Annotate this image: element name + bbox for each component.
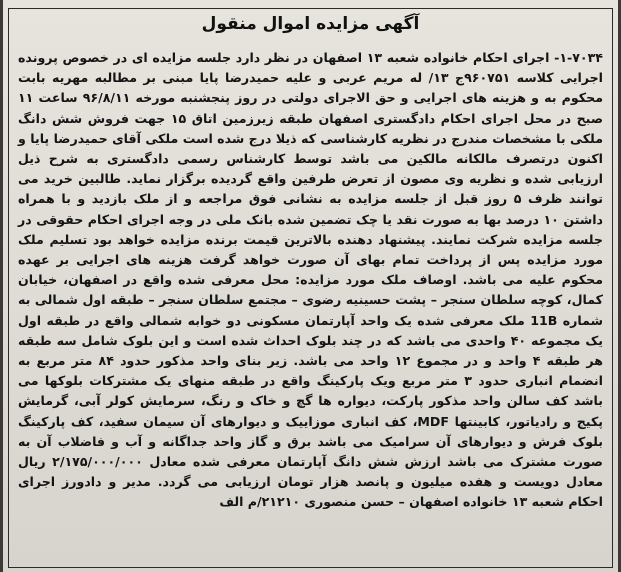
notice-body: ۱-۷۰۳۴- اجرای احکام خانواده شعبه ۱۳ اصفهان در نظر دارد جلسه مزایده ای در خصوص پرونده اجرایی کلاسه ۹۶۰۷۵۱ج ۱۳/ له مریم عربی و علیه حمیدرضا پایا مبنی بر مطالبه مهریه بابت محکوم به و هزینه های اجرایی و حق الاجرای دولتی در روز پنجشنبه مورخه ۹۶/۸/۱۱ ساعت ۱۱ صبح در محل اجرای احکام دادگستری اصفهان طبقه زیرزمین اتاق ۱۵ جهت فروش شش دانگ ملکی با مشخصات مندرج در نظریه کارشناسی که ذیلا درج شده است ملکی آقای حمیدرضا پایا و اکنون درتصرف مالکانه مالکین می باشد توسط کارشناس رسمی دادگستری به شرح ذیل ارزیابی شده و نظریه وی مصون از تعرض طرفین واقع گردیده برگزار نماید. طالبین خرید می توانند ظرف ۵ روز قبل از جلسه مزایده به نشانی فوق مراجعه و از ملک بازدید و با همراه داشتن ۱۰ درصد بها به صورت نقد یا چک تضمین شده بانک ملی در وجه اجرای احکام حقوقی در جلسه مزایده شرکت نمایند. پیشنهاد دهنده بالاترین قیمت برنده مزایده خواهد بود تسلیم ملک مورد مزایده پس از پرداخت تمام بهای آن صورت خواهد گرفت هزینه های اجرایی بر عهده محکوم علیه می باشد. اوصاف ملک مورد مزایده: محل معرفی شده واقع در اصفهان، خیابان کمال، کوچه سلطان سنجر – پشت حسینیه رضوی – مجتمع سلطان سنجر – طبقه اول شمالی به شماره 11B ملک معرفی شده یک واحد آپارتمان مسکونی دو خوابه شمالی واقع در طبقه اول یک مجموعه ۴۰ واحدی می باشد که در چند بلوک احداث شده است و این بلوک شامل سه طبقه هر طبقه ۴ واحد و در مجموع ۱۲ واحد می باشد. زیر بنای واحد مذکور حدود ۸۴ متر مربع به انضمام انباری حدود ۳ متر مربع ویک پارکینگ واقع در طبقه منهای یک مشترکات بلوکها می باشد کف سالن واحد مذکور پارکت، دیواره ها گچ و خاک و رنگ، سرمایش کولر آبی، گرمایش پکیج و رادیاتور، کابینتها MDF، کف انباری موزاییک و دیوارهای آن سیمان سفید، کف پارکینگ بلوک فرش و دیوارهای آن سرامیک می باشد برق و گاز واحد جداگانه و آب و فاضلاب آن به صورت مشترک می باشد ارزش شش دانگ آپارتمان معرفی شده معادل ۲/۱۷۵/۰۰۰/۰۰۰ ریال معادل دویست و هفده میلیون و پانصد هزار تومان ارزیابی می گردد. مدیر و دادورز اجرای احکام شعبه ۱۳ خانواده اصفهان – حسن منصوری ۲۱۲۱۰/م الف — [18, 50, 604, 510]
left-column-rule — [0, 0, 3, 572]
notice-title: آگهی مزایده اموال منقول — [201, 14, 420, 34]
